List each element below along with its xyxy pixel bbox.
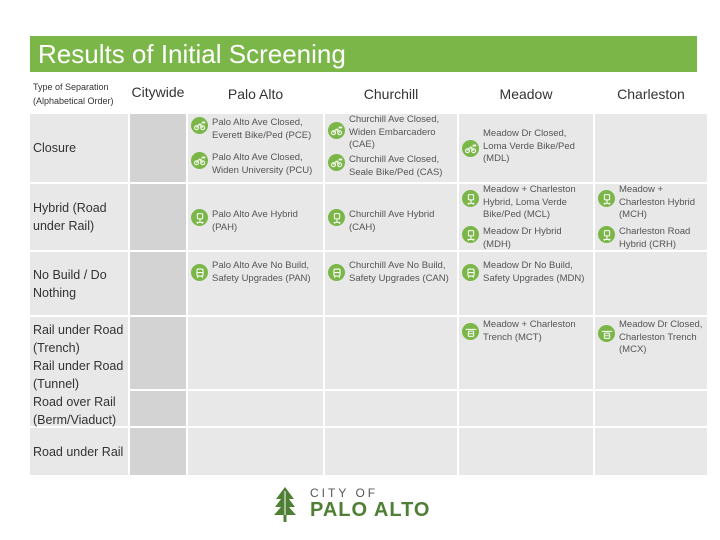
option-cah <box>328 209 456 234</box>
tram-icon <box>191 264 208 281</box>
row-label-road-over-rail: Road over Rail (Berm/Viaduct) <box>33 395 117 427</box>
train-icon <box>598 190 615 207</box>
option-mcl-label: Meadow + Charleston Hybrid, Loma Verde Bike/Ped (MCL) <box>483 184 576 220</box>
bike-closure-icon <box>191 117 208 134</box>
cell-charleston-hybrid <box>595 184 707 250</box>
cell-palo-alto-hybrid <box>188 184 323 250</box>
option-mch-label: Meadow + Charleston Hybrid (MCH) <box>619 184 696 220</box>
cell-charleston-road-over-rail <box>595 391 707 426</box>
option-mdl-label: Meadow Dr Closed, Loma Verde Bike/Ped (MDL) <box>483 128 575 164</box>
bike-closure-icon <box>328 154 345 171</box>
option-pan-label: Palo Alto Ave No Build, Safety Upgrades (PAN) <box>212 260 311 284</box>
cell-charleston-no-build <box>595 252 707 315</box>
trench-icon <box>462 323 479 340</box>
row-label-road-under-rail: Road under Rail <box>30 428 128 475</box>
option-pcu-label: Palo Alto Ave Closed, Widen University (PCU) <box>212 152 313 176</box>
option-cah-label: Churchill Ave Hybrid (CAH) <box>349 209 435 233</box>
cell-charleston-closure <box>595 114 707 182</box>
cell-churchill-closure <box>325 114 457 182</box>
option-pah-label: Palo Alto Ave Hybrid (PAH) <box>212 209 298 233</box>
header-citywide: Citywide <box>130 76 186 112</box>
option-mch <box>598 184 704 222</box>
logo-name: PALO ALTO <box>310 499 431 521</box>
cell-palo-alto-road-over-rail <box>188 391 323 426</box>
cell-churchill-no-build <box>325 252 457 315</box>
tree-logo-icon <box>272 485 298 523</box>
option-mct <box>462 319 592 344</box>
option-mcx <box>598 319 706 357</box>
option-pcu <box>191 152 319 177</box>
cell-citywide-no-build <box>130 252 186 315</box>
cell-citywide-road-over-rail <box>130 391 186 426</box>
cell-citywide-closure <box>130 114 186 182</box>
cell-meadow-no-build <box>459 252 593 315</box>
cell-meadow-road-under-rail <box>459 428 593 475</box>
row-label-rail-under-road <box>30 317 128 426</box>
option-mdh-label: Meadow Dr Hybrid (MDH) <box>483 226 562 250</box>
train-icon <box>462 190 479 207</box>
city-logo <box>272 485 430 523</box>
cell-charleston-trench <box>595 317 707 389</box>
cell-meadow-road-over-rail <box>459 391 593 426</box>
header-palo-alto: Palo Alto <box>188 76 323 112</box>
option-mdh <box>462 226 590 251</box>
option-can-label: Churchill Ave No Build, Safety Upgrades (CAN) <box>349 260 449 284</box>
tram-icon <box>328 264 345 281</box>
option-mcx-label: Meadow Dr Closed, Charleston Trench (MCX) <box>619 319 703 355</box>
train-icon <box>462 226 479 243</box>
train-icon <box>598 226 615 243</box>
row-label-trench: Rail under Road (Trench) <box>33 323 124 355</box>
bike-closure-icon <box>328 122 345 139</box>
bike-closure-icon <box>462 140 479 157</box>
screening-table <box>30 76 703 463</box>
cell-citywide-road-under-rail <box>130 428 186 475</box>
option-pce <box>191 117 319 142</box>
option-cae <box>328 114 456 152</box>
option-mdn <box>462 260 596 285</box>
option-crh-label: Charleston Road Hybrid (CRH) <box>619 226 691 250</box>
logo-city-of: CITY OF <box>310 486 379 500</box>
option-cas-label: Churchill Ave Closed, Seale Bike/Ped (CAS) <box>349 154 443 178</box>
cell-palo-alto-road-under-rail <box>188 428 323 475</box>
page-title: Results of Initial Screening <box>30 36 697 72</box>
cell-churchill-road-over-rail <box>325 391 457 426</box>
cell-palo-alto-trench <box>188 317 323 389</box>
option-pce-label: Palo Alto Ave Closed, Everett Bike/Ped (PCE) <box>212 117 312 141</box>
row-label-no-build: No Build / Do Nothing <box>30 252 128 315</box>
option-pah <box>191 209 319 234</box>
option-crh <box>598 226 704 251</box>
cell-meadow-trench <box>459 317 593 389</box>
train-icon <box>328 209 345 226</box>
cell-citywide-trench <box>130 317 186 389</box>
cell-citywide-hybrid <box>130 184 186 250</box>
cell-churchill-hybrid <box>325 184 457 250</box>
header-separation-label: Type of Separation <box>33 82 109 92</box>
option-cae-label: Churchill Ave Closed, Widen Embarcadero (CAE) <box>349 114 440 150</box>
header-charleston: Charleston <box>595 76 707 112</box>
header-separation-sub: (Alphabetical Order) <box>33 96 114 106</box>
cell-churchill-trench <box>325 317 457 389</box>
row-label-tunnel: Rail under Road (Tunnel) <box>33 359 124 391</box>
cell-meadow-closure <box>459 114 593 182</box>
header-meadow: Meadow <box>459 76 593 112</box>
option-cas <box>328 154 456 179</box>
trench-icon <box>598 325 615 342</box>
cell-palo-alto-closure <box>188 114 323 182</box>
cell-meadow-hybrid <box>459 184 593 250</box>
option-mcl <box>462 184 590 222</box>
option-mct-label: Meadow + Charleston Trench (MCT) <box>483 319 576 343</box>
option-mdl <box>462 128 590 166</box>
cell-palo-alto-no-build <box>188 252 323 315</box>
cell-churchill-road-under-rail <box>325 428 457 475</box>
tram-icon <box>462 264 479 281</box>
option-can <box>328 260 458 285</box>
row-label-closure: Closure <box>30 114 128 182</box>
header-separation <box>30 76 128 112</box>
option-mdn-label: Meadow Dr No Build, Safety Upgrades (MDN) <box>483 260 585 284</box>
cell-charleston-road-under-rail <box>595 428 707 475</box>
train-icon <box>191 209 208 226</box>
option-pan <box>191 260 319 285</box>
row-label-hybrid: Hybrid (Road under Rail) <box>30 184 128 250</box>
header-churchill: Churchill <box>325 76 457 112</box>
bike-closure-icon <box>191 152 208 169</box>
